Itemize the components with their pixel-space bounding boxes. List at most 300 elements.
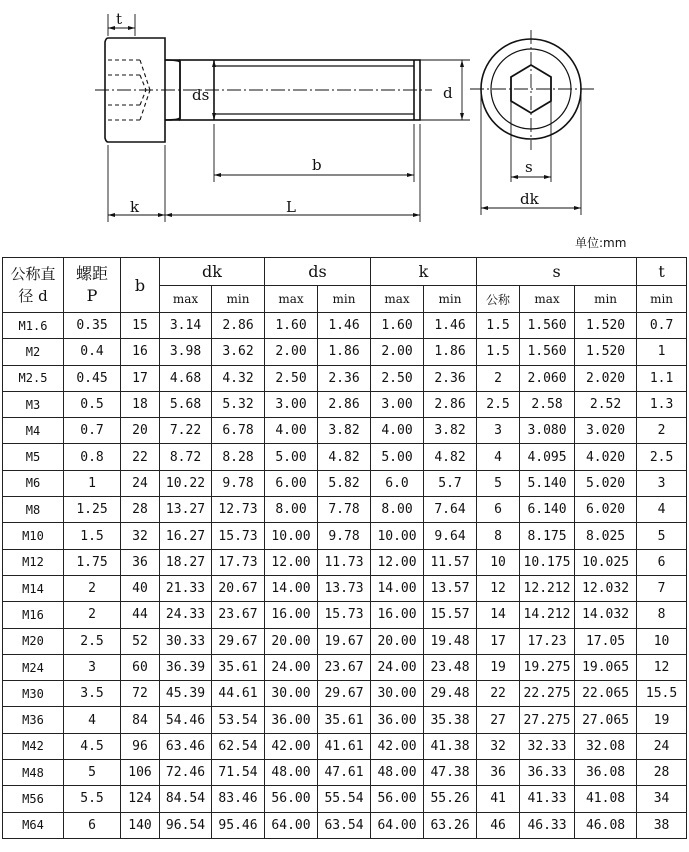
table-cell: 30.00 xyxy=(265,681,318,707)
table-cell: 1.60 xyxy=(371,313,424,339)
table-cell: 36.00 xyxy=(265,707,318,733)
table-cell: 106 xyxy=(121,760,160,786)
table-cell: 19.065 xyxy=(575,654,637,680)
table-cell: 1.25 xyxy=(64,497,121,523)
table-cell: 8.025 xyxy=(575,523,637,549)
header-dk: dk xyxy=(160,258,265,286)
table-cell: 2.020 xyxy=(575,365,637,391)
table-cell: M3 xyxy=(3,391,64,417)
table-cell: 9.78 xyxy=(318,523,371,549)
table-cell: 11.57 xyxy=(424,549,477,575)
table-row xyxy=(3,602,687,628)
table-cell: 84.54 xyxy=(160,786,212,812)
table-cell: 63.54 xyxy=(318,812,371,838)
table-cell: 12.212 xyxy=(520,575,575,601)
table-cell: 2.86 xyxy=(424,391,477,417)
label-t: t xyxy=(116,10,123,28)
table-cell: 84 xyxy=(121,707,160,733)
table-cell: 22 xyxy=(477,681,520,707)
table-cell: 6 xyxy=(64,812,121,838)
table-cell: 14.032 xyxy=(575,602,637,628)
table-cell: 2 xyxy=(477,365,520,391)
table-cell: 0.7 xyxy=(637,313,687,339)
table-cell: 5.5 xyxy=(64,786,121,812)
table-cell: 4.00 xyxy=(265,418,318,444)
table-cell: 15.5 xyxy=(637,681,687,707)
table-cell: 5.020 xyxy=(575,470,637,496)
header-b: b xyxy=(121,258,160,313)
table-cell: 2.5 xyxy=(477,391,520,417)
table-cell: 63.46 xyxy=(160,733,212,759)
table-cell: M8 xyxy=(3,497,64,523)
table-cell: 7.64 xyxy=(424,497,477,523)
table-cell: 29.67 xyxy=(212,628,265,654)
table-cell: 1.86 xyxy=(318,339,371,365)
label-L: L xyxy=(286,198,296,216)
table-cell: 24.00 xyxy=(265,654,318,680)
table-cell: 55.54 xyxy=(318,786,371,812)
table-cell: 3.98 xyxy=(160,339,212,365)
table-cell: 6 xyxy=(477,497,520,523)
table-cell: 12.00 xyxy=(265,549,318,575)
table-cell: 32 xyxy=(121,523,160,549)
table-cell: 41 xyxy=(477,786,520,812)
table-cell: M2 xyxy=(3,339,64,365)
table-cell: 3.00 xyxy=(371,391,424,417)
table-cell: 19.48 xyxy=(424,628,477,654)
table-cell: 15.73 xyxy=(318,602,371,628)
table-cell: 16.27 xyxy=(160,523,212,549)
table-cell: 2.00 xyxy=(265,339,318,365)
table-cell: 36.39 xyxy=(160,654,212,680)
header-s-nominal: 公称 xyxy=(477,286,520,313)
table-cell: 8.175 xyxy=(520,523,575,549)
table-cell: 8.72 xyxy=(160,444,212,470)
table-cell: M20 xyxy=(3,628,64,654)
table-cell: 10.22 xyxy=(160,470,212,496)
table-cell: 64.00 xyxy=(265,812,318,838)
table-cell: 1.46 xyxy=(424,313,477,339)
table-cell: 41.08 xyxy=(575,786,637,812)
table-cell: 11.73 xyxy=(318,549,371,575)
table-cell: 34 xyxy=(637,786,687,812)
table-cell: 5 xyxy=(477,470,520,496)
table-cell: 4.82 xyxy=(424,444,477,470)
table-cell: 19 xyxy=(477,654,520,680)
table-cell: 20.67 xyxy=(212,575,265,601)
table-cell: 17.23 xyxy=(520,628,575,654)
table-cell: 52 xyxy=(121,628,160,654)
table-cell: 4.095 xyxy=(520,444,575,470)
header-k-min: min xyxy=(424,286,477,313)
table-cell: 2.86 xyxy=(212,313,265,339)
table-cell: M24 xyxy=(3,654,64,680)
table-cell: 35.61 xyxy=(212,654,265,680)
table-cell: 8 xyxy=(477,523,520,549)
table-row xyxy=(3,733,687,759)
table-cell: 4 xyxy=(637,497,687,523)
label-s: s xyxy=(525,158,533,176)
table-cell: 2 xyxy=(64,602,121,628)
table-cell: 1.560 xyxy=(520,313,575,339)
table-cell: 18.27 xyxy=(160,549,212,575)
table-cell: M1.6 xyxy=(3,313,64,339)
table-cell: 63.26 xyxy=(424,812,477,838)
table-cell: 10 xyxy=(637,628,687,654)
table-cell: 12 xyxy=(477,575,520,601)
table-row xyxy=(3,812,687,838)
table-cell: 13.27 xyxy=(160,497,212,523)
table-cell: 1.520 xyxy=(575,313,637,339)
table-cell: 15 xyxy=(121,313,160,339)
table-cell: 83.46 xyxy=(212,786,265,812)
table-cell: 2.060 xyxy=(520,365,575,391)
table-cell: 1.60 xyxy=(265,313,318,339)
table-cell: 17.05 xyxy=(575,628,637,654)
table-cell: 1.46 xyxy=(318,313,371,339)
header-ds-min: min xyxy=(318,286,371,313)
table-cell: 3.82 xyxy=(424,418,477,444)
header-nominal-diameter xyxy=(3,258,64,313)
table-cell: 22 xyxy=(121,444,160,470)
table-cell: 5 xyxy=(637,523,687,549)
table-cell: 5.7 xyxy=(424,470,477,496)
table-cell: 3 xyxy=(477,418,520,444)
table-cell: 30.33 xyxy=(160,628,212,654)
table-row xyxy=(3,418,687,444)
header-ds: ds xyxy=(265,258,371,286)
table-cell: 46.33 xyxy=(520,812,575,838)
table-cell: 1.75 xyxy=(64,549,121,575)
header-t: t xyxy=(637,258,687,286)
table-cell: M30 xyxy=(3,681,64,707)
table-row xyxy=(3,339,687,365)
table-cell: 96 xyxy=(121,733,160,759)
table-cell: 22.065 xyxy=(575,681,637,707)
table-cell: 1.5 xyxy=(64,523,121,549)
table-cell: 2.5 xyxy=(637,444,687,470)
table-cell: 28 xyxy=(637,760,687,786)
table-row xyxy=(3,365,687,391)
label-dk: dk xyxy=(520,190,539,208)
table-cell: M48 xyxy=(3,760,64,786)
table-cell: 5.82 xyxy=(318,470,371,496)
table-cell: 7.78 xyxy=(318,497,371,523)
header-s-max: max xyxy=(520,286,575,313)
table-cell: 72 xyxy=(121,681,160,707)
table-cell: 38 xyxy=(637,812,687,838)
table-cell: 20.00 xyxy=(265,628,318,654)
table-cell: 71.54 xyxy=(212,760,265,786)
table-row xyxy=(3,497,687,523)
table-cell: 2.36 xyxy=(318,365,371,391)
table-row xyxy=(3,444,687,470)
table-cell: 1.1 xyxy=(637,365,687,391)
table-row xyxy=(3,549,687,575)
table-cell: 41.33 xyxy=(520,786,575,812)
table-cell: 2.50 xyxy=(265,365,318,391)
table-cell: 5.00 xyxy=(371,444,424,470)
table-cell: 24 xyxy=(637,733,687,759)
screw-technical-drawing xyxy=(0,0,689,232)
table-cell: 6.140 xyxy=(520,497,575,523)
table-cell: 45.39 xyxy=(160,681,212,707)
table-row xyxy=(3,575,687,601)
header-dk-max: max xyxy=(160,286,212,313)
table-cell: 36.33 xyxy=(520,760,575,786)
table-cell: 7 xyxy=(637,575,687,601)
table-row xyxy=(3,760,687,786)
table-cell: 95.46 xyxy=(212,812,265,838)
table-cell: 41.61 xyxy=(318,733,371,759)
table-cell: 23.48 xyxy=(424,654,477,680)
table-cell: 20 xyxy=(121,418,160,444)
table-cell: 17 xyxy=(477,628,520,654)
table-cell: 1.5 xyxy=(477,339,520,365)
table-cell: 27.275 xyxy=(520,707,575,733)
table-cell: 8.28 xyxy=(212,444,265,470)
table-cell: M14 xyxy=(3,575,64,601)
table-cell: M64 xyxy=(3,812,64,838)
table-cell: 32.33 xyxy=(520,733,575,759)
table-cell: 96.54 xyxy=(160,812,212,838)
table-cell: 23.67 xyxy=(212,602,265,628)
table-cell: 3 xyxy=(64,654,121,680)
table-cell: 29.67 xyxy=(318,681,371,707)
table-cell: 4.82 xyxy=(318,444,371,470)
table-cell: 10.00 xyxy=(265,523,318,549)
table-cell: 124 xyxy=(121,786,160,812)
table-cell: 0.5 xyxy=(64,391,121,417)
table-cell: M16 xyxy=(3,602,64,628)
table-cell: 2.36 xyxy=(424,365,477,391)
table-cell: 47.38 xyxy=(424,760,477,786)
table-cell: 4.68 xyxy=(160,365,212,391)
table-cell: 18 xyxy=(121,391,160,417)
header-nominal-line1: 公称直 xyxy=(10,265,56,283)
table-cell: 22.275 xyxy=(520,681,575,707)
specification-table xyxy=(2,257,687,839)
table-cell: 2 xyxy=(637,418,687,444)
header-ds-max: max xyxy=(265,286,318,313)
table-cell: 17 xyxy=(121,365,160,391)
table-cell: 1.520 xyxy=(575,339,637,365)
table-cell: 29.48 xyxy=(424,681,477,707)
table-row xyxy=(3,654,687,680)
table-cell: 4.00 xyxy=(371,418,424,444)
table-cell: 24.00 xyxy=(371,654,424,680)
table-cell: 19.275 xyxy=(520,654,575,680)
table-cell: 36 xyxy=(121,549,160,575)
table-cell: 64.00 xyxy=(371,812,424,838)
header-pitch xyxy=(64,258,121,313)
table-cell: 9.64 xyxy=(424,523,477,549)
table-cell: 8 xyxy=(637,602,687,628)
table-cell: 32 xyxy=(477,733,520,759)
table-cell: 54.46 xyxy=(160,707,212,733)
table-cell: 5.68 xyxy=(160,391,212,417)
table-cell: 4 xyxy=(477,444,520,470)
table-cell: 24.33 xyxy=(160,602,212,628)
table-cell: 1.3 xyxy=(637,391,687,417)
table-cell: 140 xyxy=(121,812,160,838)
table-cell: 4.020 xyxy=(575,444,637,470)
table-cell: 20.00 xyxy=(371,628,424,654)
table-cell: 0.35 xyxy=(64,313,121,339)
table-body xyxy=(3,313,687,839)
table-cell: 17.73 xyxy=(212,549,265,575)
table-cell: 4.32 xyxy=(212,365,265,391)
table-cell: 2.5 xyxy=(64,628,121,654)
table-cell: 12.73 xyxy=(212,497,265,523)
header-s: s xyxy=(477,258,637,286)
label-d: d xyxy=(443,84,453,102)
table-cell: 15.57 xyxy=(424,602,477,628)
table-cell: 3.080 xyxy=(520,418,575,444)
table-cell: 3.82 xyxy=(318,418,371,444)
table-cell: 28 xyxy=(121,497,160,523)
table-cell: 47.61 xyxy=(318,760,371,786)
table-cell: 12 xyxy=(637,654,687,680)
table-cell: 2.50 xyxy=(371,365,424,391)
table-cell: 0.45 xyxy=(64,365,121,391)
table-cell: 8.00 xyxy=(371,497,424,523)
table-cell: 36.00 xyxy=(371,707,424,733)
table-cell: 46.08 xyxy=(575,812,637,838)
table-cell: M6 xyxy=(3,470,64,496)
table-cell: 5.00 xyxy=(265,444,318,470)
table-cell: 15.73 xyxy=(212,523,265,549)
table-cell: M2.5 xyxy=(3,365,64,391)
table-cell: 60 xyxy=(121,654,160,680)
table-cell: 16.00 xyxy=(371,602,424,628)
table-cell: 8.00 xyxy=(265,497,318,523)
table-row xyxy=(3,470,687,496)
table-cell: 27.065 xyxy=(575,707,637,733)
table-cell: 5.140 xyxy=(520,470,575,496)
table-cell: M12 xyxy=(3,549,64,575)
header-s-min: min xyxy=(575,286,637,313)
table-cell: M42 xyxy=(3,733,64,759)
table-cell: 12.00 xyxy=(371,549,424,575)
table-cell: 3.5 xyxy=(64,681,121,707)
table-cell: 2.52 xyxy=(575,391,637,417)
table-cell: 62.54 xyxy=(212,733,265,759)
table-cell: 42.00 xyxy=(265,733,318,759)
table-cell: M5 xyxy=(3,444,64,470)
table-cell: M4 xyxy=(3,418,64,444)
table-row xyxy=(3,707,687,733)
table-cell: 0.4 xyxy=(64,339,121,365)
table-cell: 2.86 xyxy=(318,391,371,417)
table-cell: 6.00 xyxy=(265,470,318,496)
header-dk-min: min xyxy=(212,286,265,313)
table-cell: 46 xyxy=(477,812,520,838)
table-cell: 10.175 xyxy=(520,549,575,575)
table-cell: 9.78 xyxy=(212,470,265,496)
table-cell: 13.57 xyxy=(424,575,477,601)
table-row xyxy=(3,628,687,654)
table-cell: 21.33 xyxy=(160,575,212,601)
table-cell: 6.0 xyxy=(371,470,424,496)
table-cell: M56 xyxy=(3,786,64,812)
table-row xyxy=(3,786,687,812)
table-cell: 35.38 xyxy=(424,707,477,733)
table-cell: 5.32 xyxy=(212,391,265,417)
table-cell: 5 xyxy=(64,760,121,786)
table-cell: 14 xyxy=(477,602,520,628)
table-cell: 1 xyxy=(64,470,121,496)
table-cell: 27 xyxy=(477,707,520,733)
table-cell: 3.00 xyxy=(265,391,318,417)
table-cell: 6.020 xyxy=(575,497,637,523)
table-cell: 41.38 xyxy=(424,733,477,759)
table-cell: 1.560 xyxy=(520,339,575,365)
table-row xyxy=(3,391,687,417)
table-cell: M10 xyxy=(3,523,64,549)
table-cell: 14.00 xyxy=(265,575,318,601)
table-cell: 36.08 xyxy=(575,760,637,786)
label-ds: ds xyxy=(192,86,210,104)
table-row xyxy=(3,313,687,339)
header-nominal-line2: 径 d xyxy=(18,287,48,305)
table-cell: 10 xyxy=(477,549,520,575)
table-cell: 1.86 xyxy=(424,339,477,365)
table-cell: 1 xyxy=(637,339,687,365)
table-cell: 14.212 xyxy=(520,602,575,628)
table-cell: 30.00 xyxy=(371,681,424,707)
table-cell: 48.00 xyxy=(265,760,318,786)
table-cell: 56.00 xyxy=(265,786,318,812)
table-cell: 24 xyxy=(121,470,160,496)
table-cell: 14.00 xyxy=(371,575,424,601)
table-cell: 40 xyxy=(121,575,160,601)
header-t-min: min xyxy=(637,286,687,313)
table-cell: 2.58 xyxy=(520,391,575,417)
table-cell: 16 xyxy=(121,339,160,365)
table-cell: 36 xyxy=(477,760,520,786)
table-cell: 6.78 xyxy=(212,418,265,444)
table-cell: 12.032 xyxy=(575,575,637,601)
header-pitch-line2: P xyxy=(86,286,98,305)
table-cell: 23.67 xyxy=(318,654,371,680)
table-cell: 19 xyxy=(637,707,687,733)
table-cell: 3.020 xyxy=(575,418,637,444)
header-pitch-line1: 螺距 xyxy=(75,264,108,283)
table-cell: 56.00 xyxy=(371,786,424,812)
label-k: k xyxy=(130,198,140,216)
table-cell: 3 xyxy=(637,470,687,496)
table-cell: 7.22 xyxy=(160,418,212,444)
table-cell: 13.73 xyxy=(318,575,371,601)
table-row xyxy=(3,523,687,549)
drawing-svg xyxy=(0,0,689,232)
table-cell: 44.61 xyxy=(212,681,265,707)
table-cell: 48.00 xyxy=(371,760,424,786)
unit-label: 单位:mm xyxy=(575,236,627,250)
table-cell: 1.5 xyxy=(477,313,520,339)
table-cell: 2.00 xyxy=(371,339,424,365)
table-cell: 4.5 xyxy=(64,733,121,759)
table-cell: 10.025 xyxy=(575,549,637,575)
table-cell: 4 xyxy=(64,707,121,733)
table-cell: 32.08 xyxy=(575,733,637,759)
table-cell: 6 xyxy=(637,549,687,575)
table-cell: 55.26 xyxy=(424,786,477,812)
table-cell: 3.62 xyxy=(212,339,265,365)
table-cell: 19.67 xyxy=(318,628,371,654)
table-cell: 2 xyxy=(64,575,121,601)
